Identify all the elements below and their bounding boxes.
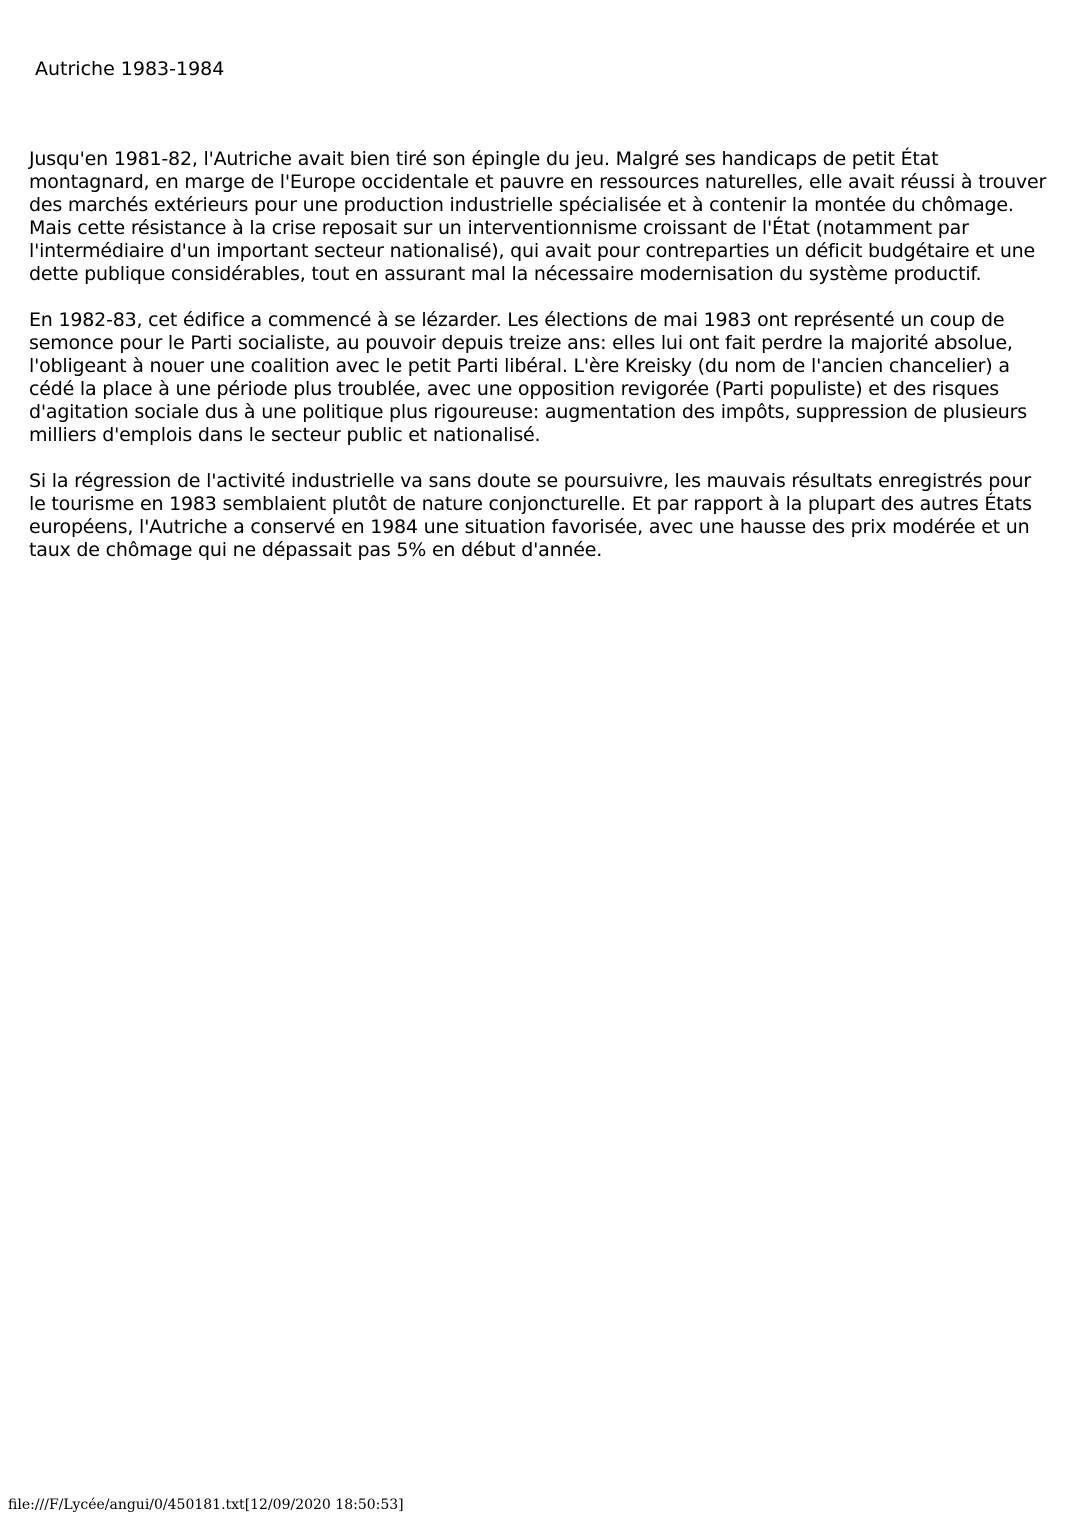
page-title: Autriche 1983-1984 [35, 58, 225, 80]
paragraph: En 1982-83, cet édifice a commencé à se lézarder. Les élections de mai 1983 ont représenté un coup de semonce pour le Parti socialiste, au pouvoir depuis treize ans: elles lui ont fait perdre la majorité absolue, l'obligeant à nouer une coalition avec le petit Parti libéral. L'ère Kreisky (du nom de l'ancien chancelier) a cédé la place à une période plus troublée, avec une opposition revigorée (Parti populiste) et des risques d'agitation sociale dus à une politique plus rigoureuse: augmentation des impôts, suppression de plusieurs milliers d'emplois dans le secteur public et nationalisé. [29, 309, 1027, 446]
paragraph: Jusqu'en 1981-82, l'Autriche avait bien tiré son épingle du jeu. Malgré ses handicaps de petit État montagnard, en marge de l'Europe occidentale et pauvre en ressources naturelles, elle avait réussi à trouver des marchés extérieurs pour une production industrielle spécialisée et à contenir la montée du chômage. Mais cette résistance à la crise reposait sur un interventionnisme croissant de l'État (notamment par l'intermédiaire d'un important secteur nationalisé), qui avait pour contreparties un déficit budgétaire et une dette publique considérables, tout en assurant mal la nécessaire modernisation du système productif. [29, 148, 1047, 285]
paragraph: Si la régression de l'activité industrielle va sans doute se poursuivre, les mauvais résultats enregistrés pour le tourisme en 1983 semblaient plutôt de nature conjoncturelle. Et par rapport à la plupart des autres États européens, l'Autriche a conservé en 1984 une situation favorisée, avec une hausse des prix modérée et un taux de chômage qui ne dépassait pas 5% en début d'année. [29, 470, 1032, 561]
print-footer-source: file:///F/Lycée/angui/0/450181.txt[12/09/2020 18:50:53] [8, 1497, 404, 1513]
article-body [29, 148, 1049, 585]
